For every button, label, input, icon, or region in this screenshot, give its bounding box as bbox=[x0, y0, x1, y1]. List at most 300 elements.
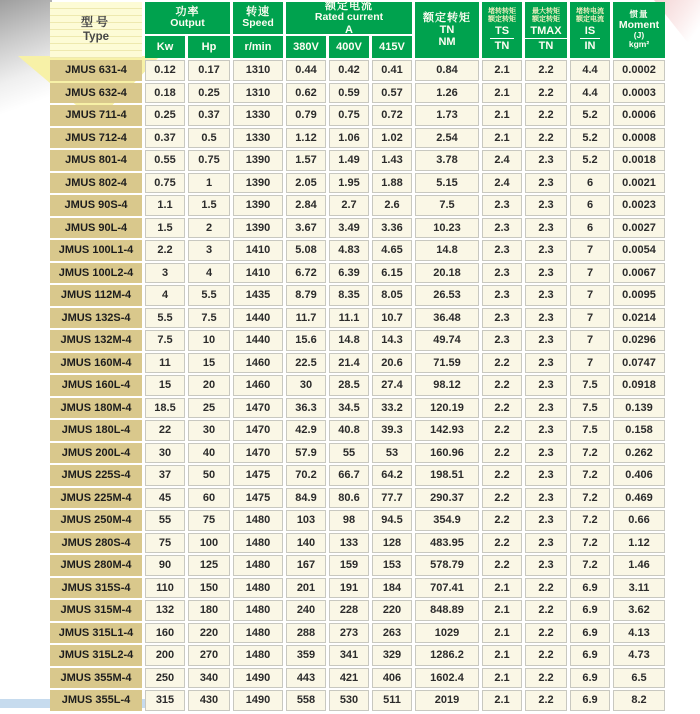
value-cell: 75 bbox=[188, 510, 230, 531]
value-cell: 3.62 bbox=[613, 600, 665, 621]
value-cell: 2.2 bbox=[482, 510, 522, 531]
value-cell: 0.44 bbox=[286, 60, 326, 81]
value-cell: 10.23 bbox=[415, 218, 479, 239]
value-cell: 0.5 bbox=[188, 128, 230, 149]
value-cell: 2.2 bbox=[482, 488, 522, 509]
value-cell: 2.4 bbox=[482, 150, 522, 171]
value-cell: 0.79 bbox=[286, 105, 326, 126]
value-cell: 55 bbox=[145, 510, 185, 531]
model-cell: JMUS 160L-4 bbox=[50, 375, 142, 396]
value-cell: 30 bbox=[145, 443, 185, 464]
value-cell: 530 bbox=[329, 690, 369, 711]
value-cell: 483.95 bbox=[415, 533, 479, 554]
col-header-type bbox=[50, 2, 142, 58]
value-cell: 4.13 bbox=[613, 623, 665, 644]
value-cell: 0.66 bbox=[613, 510, 665, 531]
value-cell: 1390 bbox=[233, 218, 283, 239]
value-cell: 27.4 bbox=[372, 375, 412, 396]
value-cell: 1435 bbox=[233, 285, 283, 306]
value-cell: 2.3 bbox=[525, 510, 567, 531]
value-cell: 3.11 bbox=[613, 578, 665, 599]
value-cell: 42.9 bbox=[286, 420, 326, 441]
value-cell: 167 bbox=[286, 555, 326, 576]
value-cell: 430 bbox=[188, 690, 230, 711]
tmax-ratio-numerator: TMAX bbox=[525, 25, 566, 39]
value-cell: 53 bbox=[372, 443, 412, 464]
col-header-kw bbox=[145, 36, 185, 58]
value-cell: 25 bbox=[188, 398, 230, 419]
model-cell: JMUS 90S-4 bbox=[50, 195, 142, 216]
value-cell: 8.79 bbox=[286, 285, 326, 306]
rmin-label: r/min bbox=[244, 40, 272, 53]
value-cell: 7 bbox=[570, 240, 610, 261]
value-cell: 0.0918 bbox=[613, 375, 665, 396]
value-cell: 2.1 bbox=[482, 600, 522, 621]
value-cell: 2.2 bbox=[482, 443, 522, 464]
value-cell: 7.5 bbox=[570, 398, 610, 419]
value-cell: 340 bbox=[188, 668, 230, 689]
value-cell: 2.3 bbox=[482, 330, 522, 351]
value-cell: 2.2 bbox=[525, 105, 567, 126]
value-cell: 5.5 bbox=[188, 285, 230, 306]
value-cell: 2.54 bbox=[415, 128, 479, 149]
value-cell: 0.37 bbox=[188, 105, 230, 126]
value-cell: 0.262 bbox=[613, 443, 665, 464]
value-cell: 2.1 bbox=[482, 668, 522, 689]
value-cell: 6.5 bbox=[613, 668, 665, 689]
value-cell: 2.05 bbox=[286, 173, 326, 194]
value-cell: 160.96 bbox=[415, 443, 479, 464]
value-cell: 1330 bbox=[233, 105, 283, 126]
value-cell: 14.3 bbox=[372, 330, 412, 351]
value-cell: 21.4 bbox=[329, 353, 369, 374]
value-cell: 1470 bbox=[233, 398, 283, 419]
value-cell: 15.6 bbox=[286, 330, 326, 351]
col-header-ts-tn-ratio bbox=[482, 2, 522, 58]
value-cell: 0.0067 bbox=[613, 263, 665, 284]
value-cell: 66.7 bbox=[329, 465, 369, 486]
value-cell: 2.1 bbox=[482, 623, 522, 644]
value-cell: 36.48 bbox=[415, 308, 479, 329]
value-cell: 1310 bbox=[233, 60, 283, 81]
tmax-ratio-zh-bottom: 额定转矩 bbox=[532, 16, 560, 24]
value-cell: 0.0027 bbox=[613, 218, 665, 239]
value-cell: 132 bbox=[145, 600, 185, 621]
value-cell: 10 bbox=[188, 330, 230, 351]
value-cell: 3.49 bbox=[329, 218, 369, 239]
current-header-en: Rated current bbox=[314, 11, 384, 24]
value-cell: 159 bbox=[329, 555, 369, 576]
value-cell: 3.78 bbox=[415, 150, 479, 171]
value-cell: 848.89 bbox=[415, 600, 479, 621]
value-cell: 3.36 bbox=[372, 218, 412, 239]
value-cell: 6.9 bbox=[570, 668, 610, 689]
value-cell: 11.7 bbox=[286, 308, 326, 329]
value-cell: 184 bbox=[372, 578, 412, 599]
value-cell: 7.5 bbox=[188, 308, 230, 329]
value-cell: 0.57 bbox=[372, 83, 412, 104]
value-cell: 6 bbox=[570, 195, 610, 216]
value-cell: 6.9 bbox=[570, 600, 610, 621]
value-cell: 2.2 bbox=[525, 578, 567, 599]
value-cell: 2.3 bbox=[525, 398, 567, 419]
value-cell: 2.2 bbox=[525, 690, 567, 711]
value-cell: 26.53 bbox=[415, 285, 479, 306]
value-cell: 1.43 bbox=[372, 150, 412, 171]
value-cell: 2.2 bbox=[145, 240, 185, 261]
model-cell: JMUS 90L-4 bbox=[50, 218, 142, 239]
value-cell: 200 bbox=[145, 645, 185, 666]
value-cell: 2.2 bbox=[525, 128, 567, 149]
col-header-rated-current bbox=[286, 2, 412, 34]
value-cell: 7.2 bbox=[570, 510, 610, 531]
value-cell: 0.0008 bbox=[613, 128, 665, 149]
torque-header-symbol: TN bbox=[439, 23, 455, 36]
current-header-zh: 额定电流 bbox=[325, 0, 373, 13]
value-cell: 1460 bbox=[233, 353, 283, 374]
value-cell: 1286.2 bbox=[415, 645, 479, 666]
model-cell: JMUS 200L-4 bbox=[50, 443, 142, 464]
value-cell: 1480 bbox=[233, 600, 283, 621]
value-cell: 406 bbox=[372, 668, 412, 689]
value-cell: 1480 bbox=[233, 555, 283, 576]
value-cell: 180 bbox=[188, 600, 230, 621]
model-cell: JMUS 712-4 bbox=[50, 128, 142, 149]
col-header-415v bbox=[372, 36, 412, 58]
value-cell: 50 bbox=[188, 465, 230, 486]
value-cell: 2.2 bbox=[525, 645, 567, 666]
model-cell: JMUS 280S-4 bbox=[50, 533, 142, 554]
value-cell: 8.35 bbox=[329, 285, 369, 306]
v380-label: 380V bbox=[293, 40, 319, 53]
value-cell: 2.3 bbox=[525, 195, 567, 216]
value-cell: 329 bbox=[372, 645, 412, 666]
value-cell: 40 bbox=[188, 443, 230, 464]
value-cell: 1475 bbox=[233, 488, 283, 509]
value-cell: 250 bbox=[145, 668, 185, 689]
value-cell: 2.3 bbox=[525, 555, 567, 576]
value-cell: 5.08 bbox=[286, 240, 326, 261]
value-cell: 288 bbox=[286, 623, 326, 644]
value-cell: 1390 bbox=[233, 150, 283, 171]
value-cell: 2.2 bbox=[525, 623, 567, 644]
value-cell: 2.1 bbox=[482, 690, 522, 711]
value-cell: 421 bbox=[329, 668, 369, 689]
value-cell: 8.05 bbox=[372, 285, 412, 306]
value-cell: 2.3 bbox=[482, 308, 522, 329]
value-cell: 511 bbox=[372, 690, 412, 711]
value-cell: 315 bbox=[145, 690, 185, 711]
value-cell: 1.57 bbox=[286, 150, 326, 171]
value-cell: 5.5 bbox=[145, 308, 185, 329]
value-cell: 6 bbox=[570, 173, 610, 194]
value-cell: 3 bbox=[188, 240, 230, 261]
value-cell: 40.8 bbox=[329, 420, 369, 441]
value-cell: 270 bbox=[188, 645, 230, 666]
model-cell: JMUS 315S-4 bbox=[50, 578, 142, 599]
value-cell: 10.7 bbox=[372, 308, 412, 329]
value-cell: 4 bbox=[145, 285, 185, 306]
value-cell: 0.158 bbox=[613, 420, 665, 441]
value-cell: 15 bbox=[145, 375, 185, 396]
value-cell: 0.18 bbox=[145, 83, 185, 104]
moment-header-symbol: (J) bbox=[633, 30, 645, 41]
model-cell: JMUS 180L-4 bbox=[50, 420, 142, 441]
current-header-unit: A bbox=[345, 23, 353, 36]
model-cell: JMUS 250M-4 bbox=[50, 510, 142, 531]
value-cell: 2.3 bbox=[482, 285, 522, 306]
value-cell: 0.75 bbox=[145, 173, 185, 194]
value-cell: 1460 bbox=[233, 375, 283, 396]
value-cell: 341 bbox=[329, 645, 369, 666]
value-cell: 2.1 bbox=[482, 83, 522, 104]
value-cell: 153 bbox=[372, 555, 412, 576]
value-cell: 201 bbox=[286, 578, 326, 599]
value-cell: 90 bbox=[145, 555, 185, 576]
value-cell: 20 bbox=[188, 375, 230, 396]
value-cell: 2.3 bbox=[525, 263, 567, 284]
value-cell: 22.5 bbox=[286, 353, 326, 374]
value-cell: 49.74 bbox=[415, 330, 479, 351]
value-cell: 7.5 bbox=[570, 375, 610, 396]
value-cell: 0.75 bbox=[329, 105, 369, 126]
value-cell: 0.12 bbox=[145, 60, 185, 81]
value-cell: 1480 bbox=[233, 645, 283, 666]
value-cell: 198.51 bbox=[415, 465, 479, 486]
value-cell: 20.6 bbox=[372, 353, 412, 374]
value-cell: 0.62 bbox=[286, 83, 326, 104]
value-cell: 1310 bbox=[233, 83, 283, 104]
value-cell: 2.3 bbox=[525, 330, 567, 351]
value-cell: 1390 bbox=[233, 195, 283, 216]
value-cell: 0.0023 bbox=[613, 195, 665, 216]
value-cell: 2.4 bbox=[482, 173, 522, 194]
col-header-tmax-tn-ratio bbox=[525, 2, 567, 58]
speed-header-en: Speed bbox=[242, 17, 274, 30]
value-cell: 3.67 bbox=[286, 218, 326, 239]
value-cell: 2.3 bbox=[525, 488, 567, 509]
value-cell: 6.39 bbox=[329, 263, 369, 284]
value-cell: 120.19 bbox=[415, 398, 479, 419]
value-cell: 2.3 bbox=[525, 353, 567, 374]
value-cell: 1480 bbox=[233, 623, 283, 644]
value-cell: 2.3 bbox=[525, 465, 567, 486]
model-cell: JMUS 132M-4 bbox=[50, 330, 142, 351]
value-cell: 0.0003 bbox=[613, 83, 665, 104]
model-cell: JMUS 180M-4 bbox=[50, 398, 142, 419]
value-cell: 0.0018 bbox=[613, 150, 665, 171]
output-header-en: Output bbox=[170, 17, 205, 30]
value-cell: 7.2 bbox=[570, 533, 610, 554]
model-cell: JMUS 100L2-4 bbox=[50, 263, 142, 284]
model-cell: JMUS 632-4 bbox=[50, 83, 142, 104]
value-cell: 240 bbox=[286, 600, 326, 621]
value-cell: 30 bbox=[188, 420, 230, 441]
value-cell: 2.3 bbox=[525, 150, 567, 171]
value-cell: 0.84 bbox=[415, 60, 479, 81]
value-cell: 0.25 bbox=[145, 105, 185, 126]
value-cell: 55 bbox=[329, 443, 369, 464]
torque-header-zh: 额定转矩 bbox=[423, 11, 471, 24]
value-cell: 0.0296 bbox=[613, 330, 665, 351]
value-cell: 6.9 bbox=[570, 645, 610, 666]
model-cell: JMUS 315M-4 bbox=[50, 600, 142, 621]
value-cell: 7.2 bbox=[570, 465, 610, 486]
value-cell: 37 bbox=[145, 465, 185, 486]
value-cell: 4.83 bbox=[329, 240, 369, 261]
speed-header-zh: 转速 bbox=[246, 6, 270, 19]
value-cell: 6.15 bbox=[372, 263, 412, 284]
value-cell: 7 bbox=[570, 330, 610, 351]
value-cell: 33.2 bbox=[372, 398, 412, 419]
value-cell: 5.2 bbox=[570, 105, 610, 126]
value-cell: 2.2 bbox=[482, 555, 522, 576]
value-cell: 7.5 bbox=[145, 330, 185, 351]
value-cell: 75 bbox=[145, 533, 185, 554]
value-cell: 36.3 bbox=[286, 398, 326, 419]
is-ratio-numerator: IS bbox=[580, 25, 600, 39]
value-cell: 0.59 bbox=[329, 83, 369, 104]
value-cell: 60 bbox=[188, 488, 230, 509]
value-cell: 0.72 bbox=[372, 105, 412, 126]
value-cell: 0.17 bbox=[188, 60, 230, 81]
value-cell: 4.73 bbox=[613, 645, 665, 666]
value-cell: 0.139 bbox=[613, 398, 665, 419]
value-cell: 0.0006 bbox=[613, 105, 665, 126]
value-cell: 2.84 bbox=[286, 195, 326, 216]
value-cell: 1490 bbox=[233, 668, 283, 689]
value-cell: 2.3 bbox=[525, 173, 567, 194]
value-cell: 2.3 bbox=[482, 240, 522, 261]
value-cell: 1.88 bbox=[372, 173, 412, 194]
col-header-hp bbox=[188, 36, 230, 58]
value-cell: 2.3 bbox=[525, 375, 567, 396]
model-cell: JMUS 801-4 bbox=[50, 150, 142, 171]
value-cell: 70.2 bbox=[286, 465, 326, 486]
ts-ratio-zh-top: 堵转转矩 bbox=[488, 8, 516, 16]
value-cell: 2.2 bbox=[525, 83, 567, 104]
value-cell: 7 bbox=[570, 353, 610, 374]
model-cell: JMUS 112M-4 bbox=[50, 285, 142, 306]
value-cell: 4 bbox=[188, 263, 230, 284]
value-cell: 2.1 bbox=[482, 645, 522, 666]
value-cell: 2.3 bbox=[525, 285, 567, 306]
value-cell: 64.2 bbox=[372, 465, 412, 486]
value-cell: 7.2 bbox=[570, 555, 610, 576]
value-cell: 2019 bbox=[415, 690, 479, 711]
value-cell: 77.7 bbox=[372, 488, 412, 509]
value-cell: 2.2 bbox=[482, 353, 522, 374]
value-cell: 11 bbox=[145, 353, 185, 374]
model-cell: JMUS 315L2-4 bbox=[50, 645, 142, 666]
value-cell: 98 bbox=[329, 510, 369, 531]
model-cell: JMUS 225M-4 bbox=[50, 488, 142, 509]
value-cell: 1470 bbox=[233, 420, 283, 441]
moment-header-unit: kgm² bbox=[628, 39, 650, 50]
value-cell: 558 bbox=[286, 690, 326, 711]
value-cell: 71.59 bbox=[415, 353, 479, 374]
col-header-rated-torque bbox=[415, 2, 479, 58]
value-cell: 0.37 bbox=[145, 128, 185, 149]
value-cell: 2.2 bbox=[482, 465, 522, 486]
type-header-zh: 型号 bbox=[80, 15, 111, 30]
ts-ratio-numerator: TS bbox=[490, 25, 514, 39]
value-cell: 220 bbox=[188, 623, 230, 644]
value-cell: 359 bbox=[286, 645, 326, 666]
value-cell: 1.73 bbox=[415, 105, 479, 126]
value-cell: 2.1 bbox=[482, 60, 522, 81]
value-cell: 578.79 bbox=[415, 555, 479, 576]
value-cell: 2.3 bbox=[525, 218, 567, 239]
value-cell: 2.3 bbox=[525, 420, 567, 441]
value-cell: 0.42 bbox=[329, 60, 369, 81]
value-cell: 1.1 bbox=[145, 195, 185, 216]
value-cell: 1480 bbox=[233, 578, 283, 599]
value-cell: 1470 bbox=[233, 443, 283, 464]
model-cell: JMUS 711-4 bbox=[50, 105, 142, 126]
model-cell: JMUS 132S-4 bbox=[50, 308, 142, 329]
model-cell: JMUS 802-4 bbox=[50, 173, 142, 194]
value-cell: 354.9 bbox=[415, 510, 479, 531]
value-cell: 228 bbox=[329, 600, 369, 621]
value-cell: 3 bbox=[145, 263, 185, 284]
value-cell: 4.65 bbox=[372, 240, 412, 261]
value-cell: 1.12 bbox=[613, 533, 665, 554]
value-cell: 2.7 bbox=[329, 195, 369, 216]
value-cell: 1.5 bbox=[188, 195, 230, 216]
value-cell: 2.6 bbox=[372, 195, 412, 216]
value-cell: 1 bbox=[188, 173, 230, 194]
model-cell: JMUS 280M-4 bbox=[50, 555, 142, 576]
value-cell: 1.12 bbox=[286, 128, 326, 149]
col-header-380v bbox=[286, 36, 326, 58]
value-cell: 1.26 bbox=[415, 83, 479, 104]
value-cell: 7 bbox=[570, 263, 610, 284]
value-cell: 0.0021 bbox=[613, 173, 665, 194]
model-cell: JMUS 355L-4 bbox=[50, 690, 142, 711]
value-cell: 2.1 bbox=[482, 105, 522, 126]
value-cell: 1480 bbox=[233, 510, 283, 531]
value-cell: 0.0214 bbox=[613, 308, 665, 329]
model-cell: JMUS 631-4 bbox=[50, 60, 142, 81]
value-cell: 14.8 bbox=[415, 240, 479, 261]
value-cell: 2.3 bbox=[482, 218, 522, 239]
value-cell: 142.93 bbox=[415, 420, 479, 441]
value-cell: 0.469 bbox=[613, 488, 665, 509]
value-cell: 1475 bbox=[233, 465, 283, 486]
model-cell: JMUS 100L1-4 bbox=[50, 240, 142, 261]
value-cell: 0.0002 bbox=[613, 60, 665, 81]
value-cell: 5.15 bbox=[415, 173, 479, 194]
value-cell: 7 bbox=[570, 285, 610, 306]
value-cell: 2.2 bbox=[482, 533, 522, 554]
value-cell: 2.1 bbox=[482, 578, 522, 599]
col-header-moment bbox=[613, 2, 665, 58]
moment-header-en: Moment bbox=[618, 18, 660, 31]
value-cell: 8.2 bbox=[613, 690, 665, 711]
value-cell: 39.3 bbox=[372, 420, 412, 441]
value-cell: 128 bbox=[372, 533, 412, 554]
is-ratio-denominator: IN bbox=[584, 39, 596, 52]
value-cell: 98.12 bbox=[415, 375, 479, 396]
value-cell: 1602.4 bbox=[415, 668, 479, 689]
model-cell: JMUS 355M-4 bbox=[50, 668, 142, 689]
v400-label: 400V bbox=[336, 40, 362, 53]
value-cell: 7 bbox=[570, 308, 610, 329]
value-cell: 0.0747 bbox=[613, 353, 665, 374]
value-cell: 1.06 bbox=[329, 128, 369, 149]
value-cell: 7.5 bbox=[415, 195, 479, 216]
